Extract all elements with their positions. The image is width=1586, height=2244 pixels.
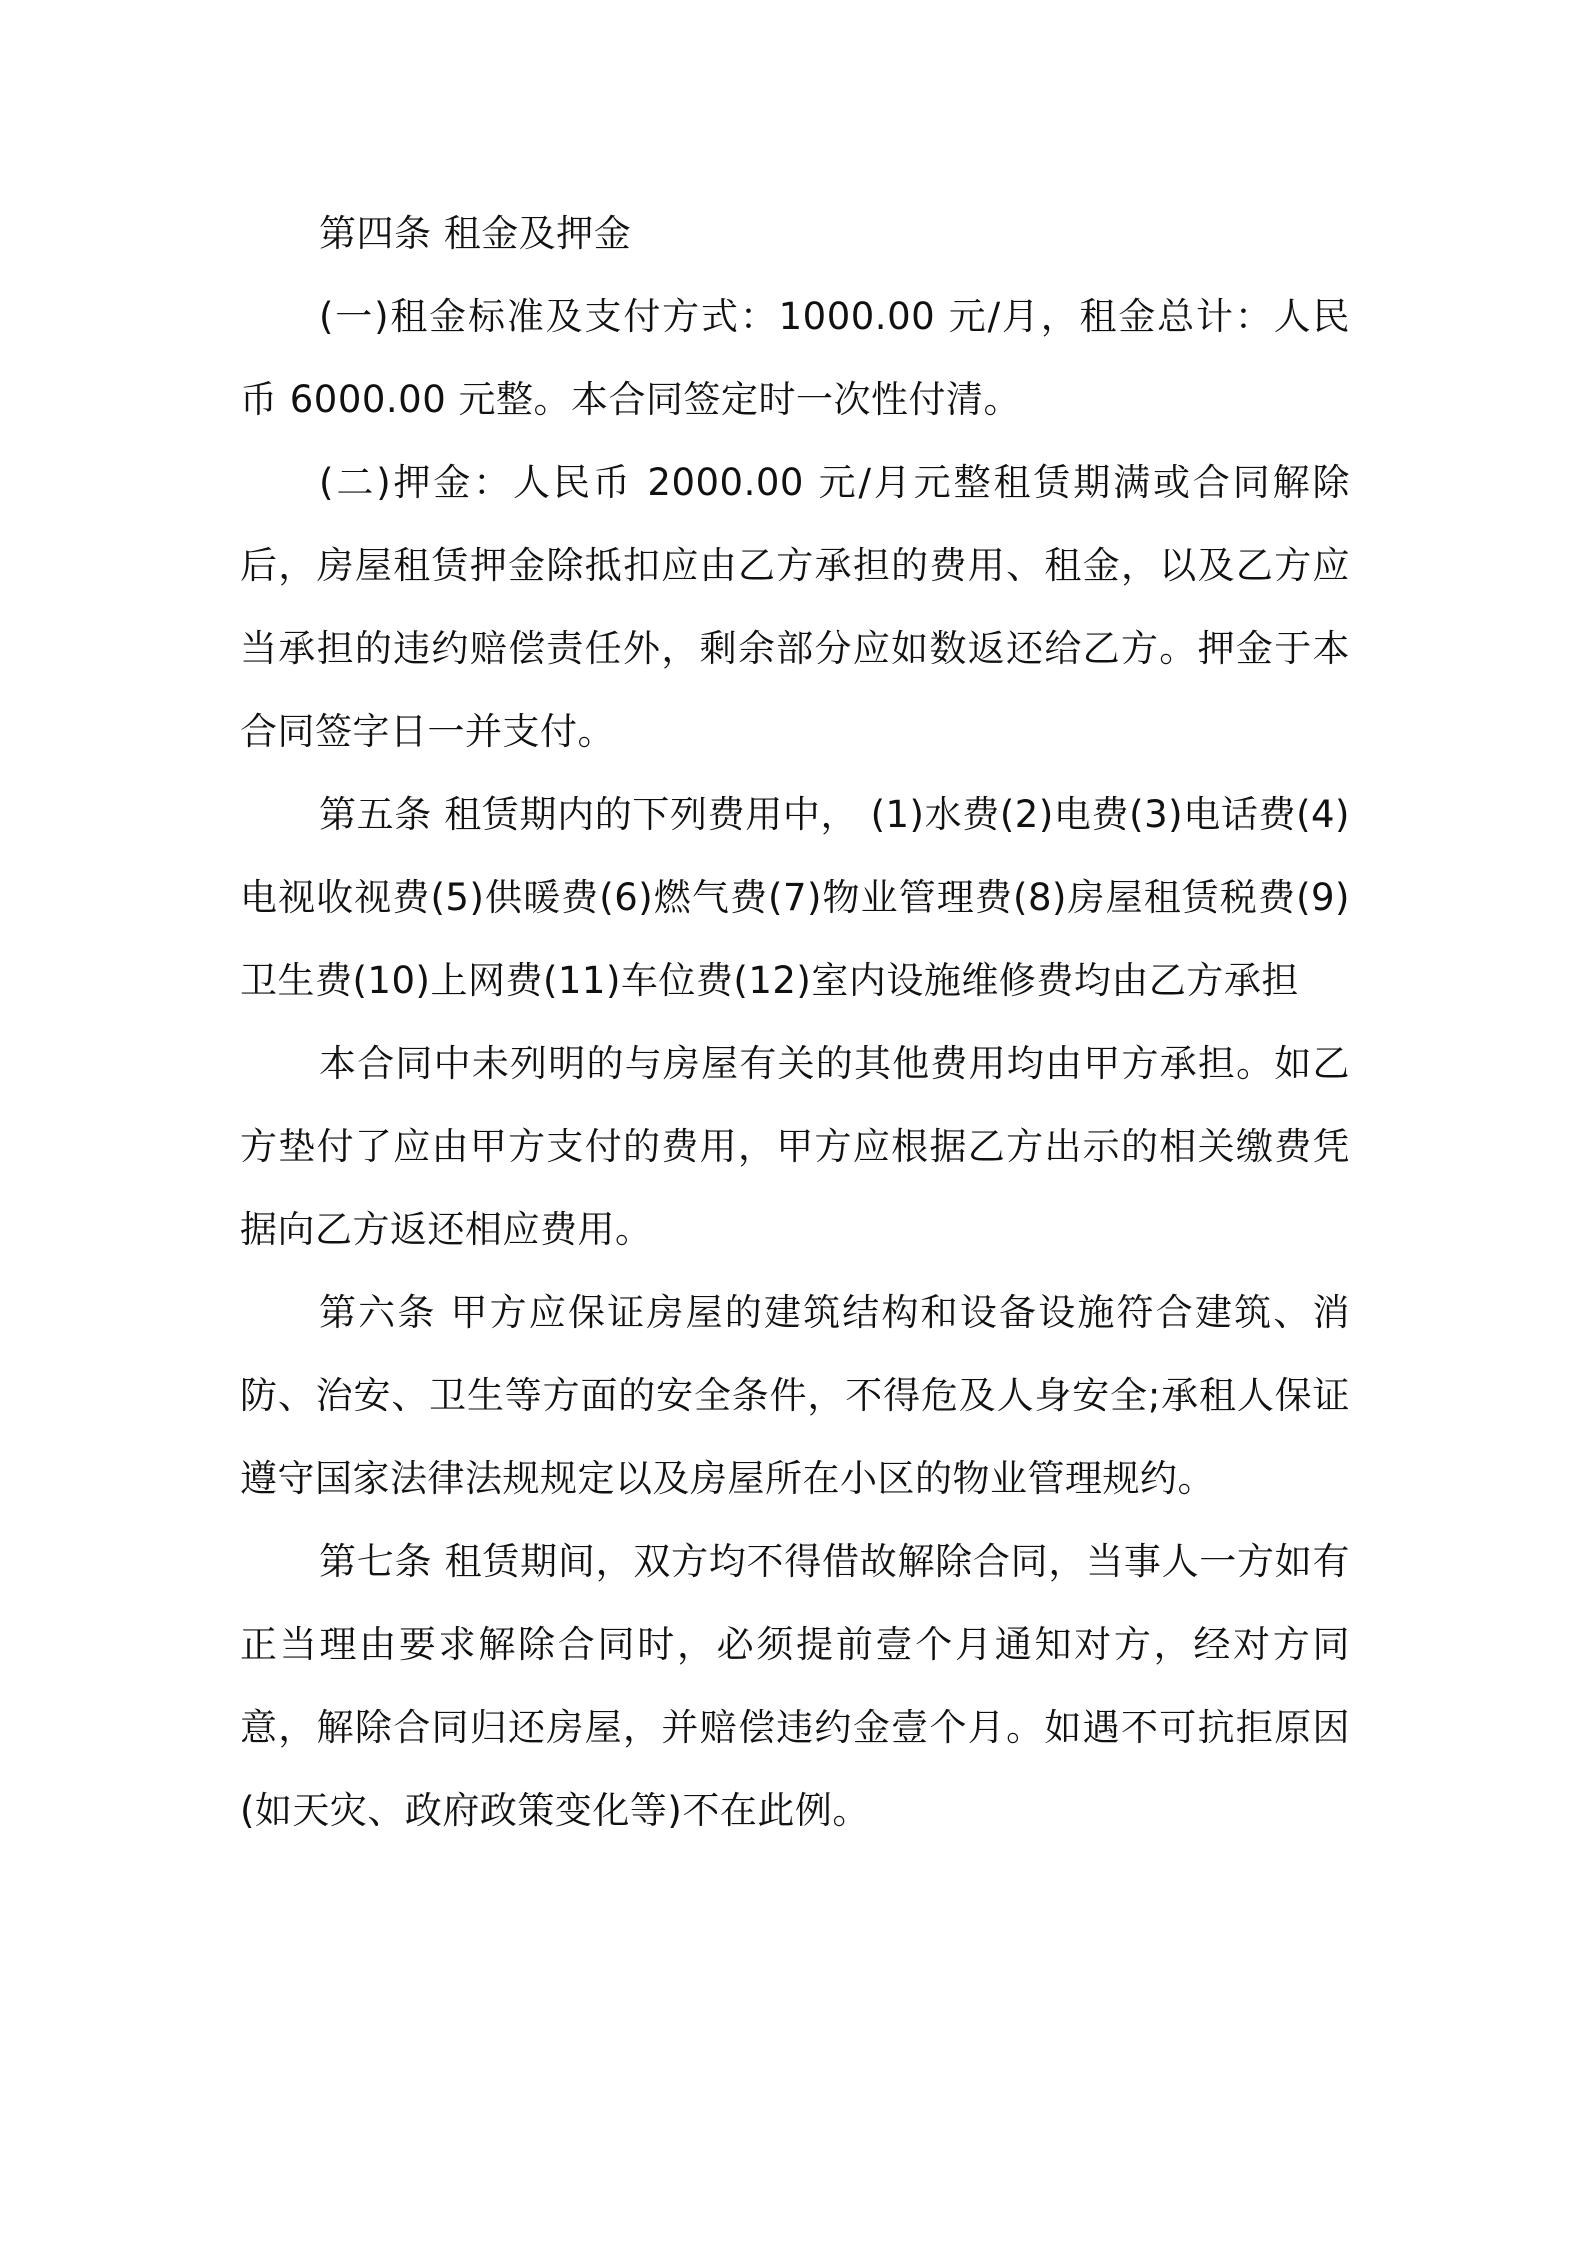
article-6-paragraph: 第六条 甲方应保证房屋的建筑结构和设备设施符合建筑、消防、治安、卫生等方面的安全条件，不得危及人身安全;承租人保证遵守国家法律法规规定以及房屋所在小区的物业管理规约。 bbox=[240, 1291, 1350, 1500]
article-5-paragraph: 第五条 租赁期内的下列费用中， (1)水费(2)电费(3)电话费(4)电视收视费(5)供暖费(6)燃气费(7)物业管理费(8)房屋租赁税费(9)卫生费(10)上网费(11)车位费(12)室内设施维修费均由乙方承担 bbox=[240, 793, 1350, 1002]
article-7-paragraph: 第七条 租赁期间，双方均不得借故解除合同，当事人一方如有正当理由要求解除合同时，必须提前壹个月通知对方，经对方同意，解除合同归还房屋，并赔偿违约金壹个月。如遇不可抗拒原因(如天灾、政府政策变化等)不在此例。 bbox=[240, 1540, 1350, 1832]
deposit-paragraph: (二)押金：人民币 2000.00 元/月元整租赁期满或合同解除后，房屋租赁押金除抵扣应由乙方承担的费用、租金，以及乙方应当承担的违约赔偿责任外，剩余部分应如数返还给乙方。押金于本合同签字日一并支付。 bbox=[240, 461, 1350, 753]
other-fees-paragraph: 本合同中未列明的与房屋有关的其他费用均由甲方承担。如乙方垫付了应由甲方支付的费用，甲方应根据乙方出示的相关缴费凭据向乙方返还相应费用。 bbox=[240, 1042, 1350, 1251]
article-4-heading: 第四条 租金及押金 bbox=[319, 212, 632, 255]
document-body bbox=[240, 192, 1350, 1852]
rent-standard-paragraph: (一)租金标准及支付方式：1000.00 元/月，租金总计：人民币 6000.00 元整。本合同签定时一次性付清。 bbox=[240, 295, 1350, 421]
